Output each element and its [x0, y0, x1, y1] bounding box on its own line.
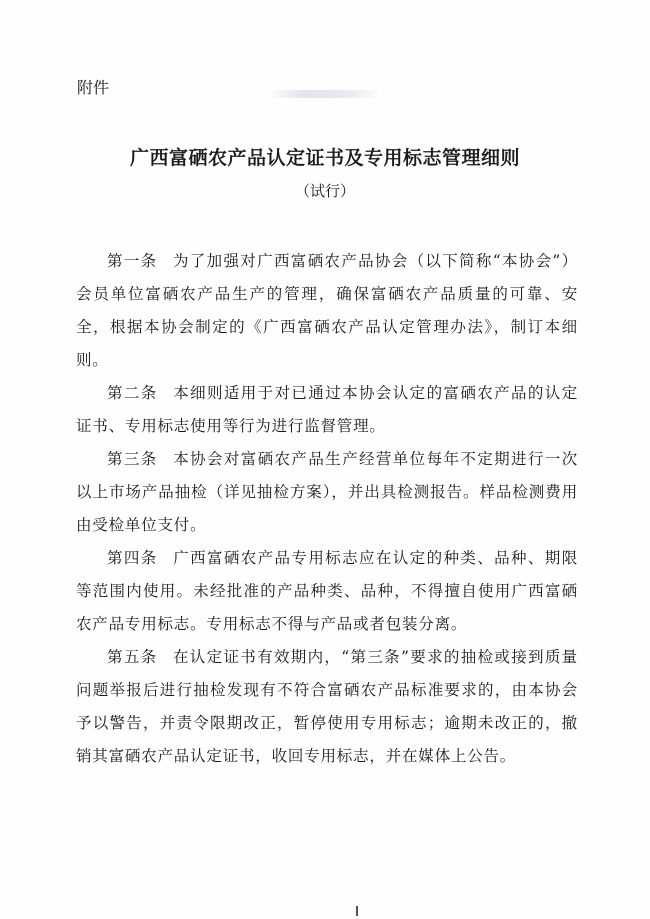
attachment-label: 附件: [77, 78, 110, 97]
article-label: 第一条: [107, 252, 158, 270]
document-body: [76, 245, 578, 773]
article-2: [76, 377, 578, 443]
document-subtitle: （试行）: [294, 182, 355, 200]
article-1: [76, 245, 578, 377]
article-text: 广西富硒农产品专用标志应在认定的种类、品种、期限等范围内使用。未经批准的产品种类、品种，不得擅自使用广西富硒农产品专用标志。专用标志不得与产品或者包装分离。: [76, 549, 579, 633]
article-5: [76, 641, 578, 773]
article-text: 本细则适用于对已通过本协会认定的富硒农产品的认定证书、专用标志使用等行为进行监督管理。: [76, 384, 579, 435]
faint-stamp-mark: [270, 90, 380, 98]
article-text: 为了加强对广西富硒农产品协会（以下简称“本协会”）会员单位富硒农产品生产的管理，确保富硒农产品质量的可靠、安全，根据本协会制定的《广西富硒农产品认定管理办法》，制订本细则。: [76, 252, 578, 369]
scan-mark: [356, 906, 358, 916]
article-label: 第五条: [107, 648, 158, 666]
article-text: 在认定证书有效期内，“第三条”要求的抽检或接到质量问题举报后进行抽检发现有不符合富硒农产品标准要求的，由本协会予以警告，并责令限期改正，暂停使用专用标志；逾期未改正的，撤销其富硒农产品认定证书，收回专用标志，并在媒体上公告。: [76, 648, 578, 765]
document-title: 广西富硒农产品认定证书及专用标志管理细则: [129, 147, 520, 169]
article-label: 第二条: [107, 384, 158, 402]
article-label: 第三条: [107, 450, 158, 468]
article-text: 本协会对富硒农产品生产经营单位每年不定期进行一次以上市场产品抽检（详见抽检方案），并出具检测报告。样品检测费用由受检单位支付。: [76, 450, 579, 534]
article-label: 第四条: [107, 549, 158, 567]
article-4: [76, 542, 578, 641]
article-3: [76, 443, 578, 542]
